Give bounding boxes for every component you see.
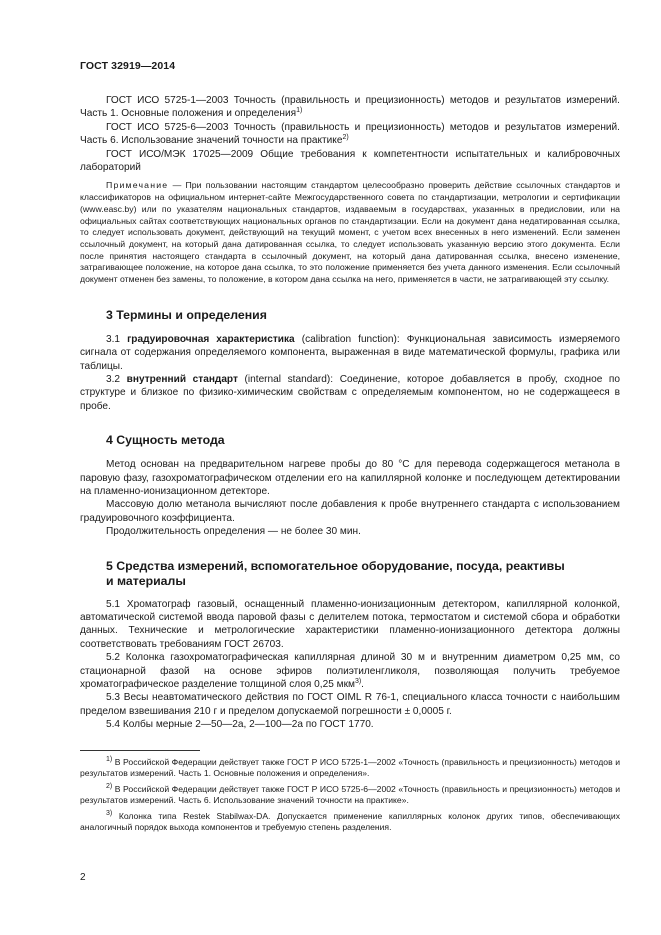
footnote-ref: 1)	[296, 107, 303, 115]
reference-item: ГОСТ ИСО 5725-6—2003 Точность (правильность и прецизионность) методов и результатов измерений. Часть 6. Использование значений точности на практике$^{2)}$	[80, 121, 620, 147]
footnote-mark: 1)	[106, 755, 113, 763]
reference-item: ГОСТ ИСО/МЭК 17025—2009 Общие требования к компетентности испытательных и калибровочных лабораторий	[80, 148, 620, 174]
footnote: $^{2)}$ В Российской Федерации действует также ГОСТ Р ИСО 5725-6—2002 «Точность (правильность и прецизионность) методов и результатов измерений. Часть 6. Использование значений точности на практике».	[80, 782, 620, 806]
footnote-divider	[80, 750, 200, 751]
note-label: Примечание	[106, 180, 169, 191]
section-heading: 3 Термины и определения	[106, 307, 267, 322]
definition-item: 3.1 градуировочная характеристика (calibration function): Функциональная зависимость измеряемого сигнала от содержания определяемого компонента, выраженная в виде математической формулы, графика или таблицы.	[80, 333, 620, 372]
body-paragraph: 5.4 Колбы мерные 2—50—2а, 2—100—2а по ГОСТ 1770.	[106, 719, 374, 731]
reference-item: ГОСТ ИСО 5725-1—2003 Точность (правильность и прецизионность) методов и результатов измерений. Часть 1. Основные положения и определения$^{1)}$	[80, 95, 620, 120]
normative-references	[80, 94, 620, 174]
document-page	[80, 60, 620, 838]
defined-term: градуировочная характеристика	[127, 333, 295, 345]
defined-term: внутренний стандарт	[126, 373, 238, 385]
body-paragraph: 5.3 Весы неавтоматического действия по ГОСТ OIML R 76-1, специального класса точности с наибольшим пределом взвешивания 210 г и пределом допускаемой погрешности ± 0,0005 г.	[80, 692, 620, 717]
footnote-mark: 2)	[106, 782, 113, 790]
body-paragraph: Метод основан на предварительном нагреве пробы до 80 °С для перевода содержащегося метанола в паровую фазу, газохроматографическом отделении его на капиллярной колонке и последующем детектировании на пламенно-ионизационном детекторе.	[80, 459, 620, 498]
body-paragraph: 5.2 Колонка газохроматографическая капиллярная длиной 30 м и внутренним диаметром 0,25 мм, со стационарной фазой на основе эфиров полиэтиленгликоля, позволяющая получить требуемое хроматографическое разделение толщиной слоя 0,25 мкм$^{3)}$.	[80, 652, 620, 691]
section-heading: 5 Средства измерений, вспомогательное оборудование, посуда, реактивы и материалы	[106, 558, 565, 588]
definition-item: 3.2 внутренний стандарт (internal standard): Соединение, которое добавляется в пробу, сходное по структуре и близкое по физико-химическим свойствам с определяемым компонентом, но не содержащееся в пробе.	[80, 373, 621, 412]
page-number: 2	[80, 872, 86, 883]
document-header: ГОСТ 32919—2014	[80, 60, 176, 72]
footnote: $^{3)}$ Колонка типа Restek Stabilwax-DA. Допускается применение капиллярных колонок других типов, обеспечивающих аналогичный порядок выхода компонентов и требуемую степень разделения.	[80, 809, 620, 833]
body-paragraph: Продолжительность определения — не более 30 мин.	[106, 526, 361, 538]
body-paragraph: 5.1 Хроматограф газовый, оснащенный пламенно-ионизационным детектором, капиллярной колонкой, автоматической системой ввода паровой фазы с делителем потока, термостатом и системой сбора и обработки данных. Технические и метрологические характеристики пламенно-ионизационного детектора должны соответствовать требованиям ГОСТ 26703.	[80, 598, 620, 650]
footnote-ref: 3)	[354, 678, 362, 686]
footnotes	[80, 757, 620, 834]
footnote-ref: 2)	[342, 134, 349, 142]
footnote: $^{1)}$ В Российской Федерации действует также ГОСТ Р ИСО 5725-1—2002 «Точность (правильность и прецизионность) методов и результатов измерений. Часть 1. Основные положения и определения».	[80, 755, 620, 779]
footnote-mark: 3)	[106, 809, 113, 817]
section-heading: 4 Сущность метода	[106, 433, 225, 448]
note-paragraph: Примечание — При пользовании настоящим стандартом целесообразно проверить действие ссылочных стандартов и классификаторов на официальном интернет-сайте Межгосударственного совета по стандартизации, метрологии и сертификации (www.easc.by) или по указателям национальных стандартов, издаваемым в государствах, указанных в предисловии, или на официальных сайтах соответствующих национальных органов по стандартизации. Если на документ дана недатированная ссылка, то следует использовать документ, действующий на текущий момент, с учетом всех внесенных в него изменений. Если заменен ссылочный документ, на который дана датированная ссылка, то следует использовать указанную версию этого документа. Если после принятия настоящего стандарта в ссылочный документ, на который дана датированная ссылка, внесено изменение, затрагивающее положение, на которое дана ссылка, то это положение применяется без учета данного изменения. Если ссылочный документ отменен без замены, то положение, в котором дана ссылка на него, применяется в части, не затрагивающей эту ссылку.	[80, 180, 620, 285]
body-paragraph: Массовую долю метанола вычисляют после добавления к пробе внутреннего стандарта с использованием градуировочного коэффициента.	[80, 499, 620, 524]
